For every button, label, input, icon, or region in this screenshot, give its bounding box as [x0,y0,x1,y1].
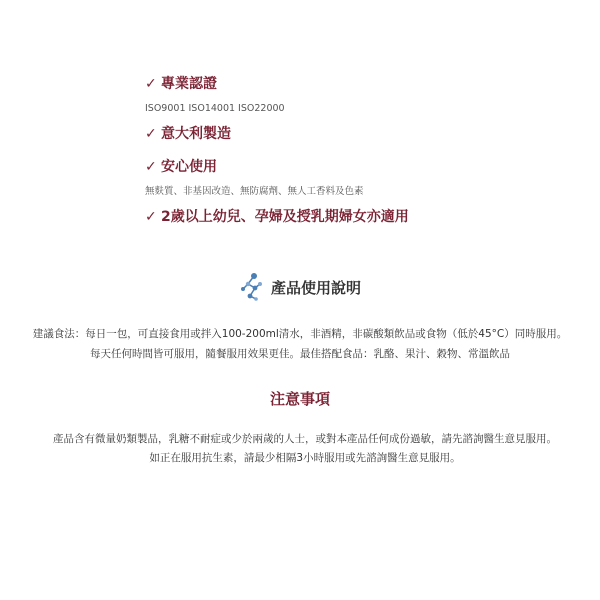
feature-heading-label: 專業認證 [161,76,217,92]
notice-line-allergy: 產品含有微量奶類製品，乳糖不耐症或少於兩歲的人士，或對本產品任何成份過敏，請先諮詢醫生意見服用。 [53,433,557,445]
check-icon: ✓ [145,209,157,225]
feature-heading-label: 意大利製造 [161,126,231,142]
feature-heading-label: 2歲以上幼兒、孕婦及授乳期婦女亦適用 [161,209,409,225]
feature-sub-safe-use: 無麩質、非基因改造、無防腐劑、無人工香料及色素 [145,186,364,197]
check-icon: ✓ [145,159,157,175]
usage-section-header [0,270,600,304]
check-icon: ✓ [145,126,157,142]
feature-heading-certification [145,74,217,94]
feature-heading-label: 安心使用 [161,159,217,175]
notice-title: 注意事項 [269,390,330,408]
usage-instructions: 建議食法：每日一包，可直接食用或拌入100-200ml清水，非酒精，非碳酸類飲品或食物（低於45°C）同時服用。每天任何時間皆可服用，隨餐服用效果更佳。最佳搭配食品：乳酪、果汁、穀物、常溫飲品 [32,328,568,360]
feature-heading-suitable-for [145,207,409,227]
feature-sub-certification: ISO9001 ISO14001 ISO22000 [145,103,285,114]
molecule-icon [239,272,265,302]
notice-line-antibiotics: 如正在服用抗生素，請最少相隔3小時服用或先諮詢醫生意見服用。 [149,452,461,464]
feature-heading-safe-use [145,157,217,177]
usage-title: 產品使用說明 [270,278,361,297]
check-icon: ✓ [145,76,157,92]
notice-body [30,430,580,468]
feature-heading-made-in-italy [145,124,231,144]
